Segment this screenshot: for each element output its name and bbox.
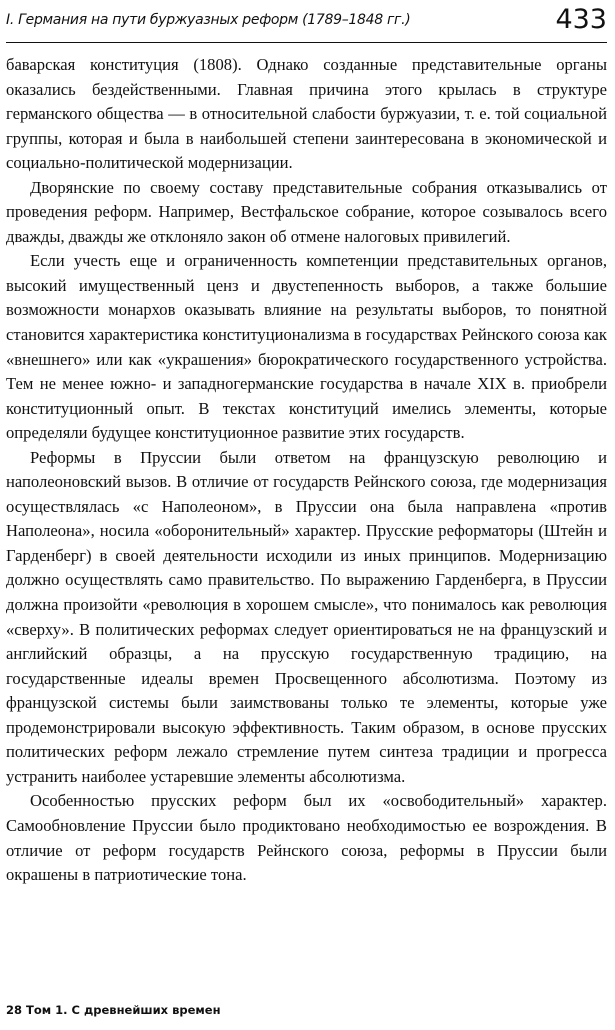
running-title: I. Германия на пути буржуазных реформ (1789–1848 гг.): [6, 12, 411, 28]
paragraph: Дворянские по своему составу представительные собрания отказывались от проведения реформ. Например, Вестфальское собрание, которое созывалось всего дважды, дважды же отклоняло закон об отмене налоговых привилегий.: [6, 177, 607, 246]
body-text: [6, 53, 607, 888]
paragraph: баварская конституция (1808). Однако созданные представительные органы оказались бездейственными. Главная причина этого крылась в структуре германского общества — в относительной слабости буржуазии, т. е. той социальной группы, которая и была в наибольшей степени заинтересована в экономической и социально-политической модернизации.: [6, 55, 607, 173]
paragraph: Особенностью прусских реформ был их «освободительный» характер. Самообновление Пруссии было продиктовано необходимостью ее возрождения. В отличие от реформ государств Рейнского союза, реформы в Пруссии были окрашены в патриотические тона.: [6, 791, 607, 885]
paragraph: Если учесть еще и ограниченность компетенции представительных органов, высокий имущественный ценз и двустепенность выборов, а также большие возможности монархов оказывать влияние на результаты выборов, то понятной становится характеристика конституционализма в государствах Рейнского союза как «внешнего» или как «украшения» бюрократического государственного устройства. Тем не менее южно- и западногерманские государства в начале XIX в. приобрели конституционный опыт. В текстах конституций имелись элементы, которые определяли будущее конституционное развитие этих государств.: [6, 251, 607, 443]
paragraph: Реформы в Пруссии были ответом на французскую революцию и наполеоновский вызов. В отличие от государств Рейнского союза, где модернизация осуществлялась «с Наполеоном», в Пруссии она была направлена «против Наполеона», носила «оборонительный» характер. Прусские реформаторы (Штейн и Гарденберг) в своей деятельности исходили из иных принципов. Модернизацию должно осуществлять само правительство. По выражению Гарденберга, в Пруссии должна произойти «революция в хорошем смысле», что понималось как революция «сверху». В политических реформах следует ориентироваться не на французский и английский образцы, а на прусскую государственную традицию, на государственные идеалы времен Просвещенного абсолютизма. Поэтому из французской системы были заимствованы только те элементы, которые уже продемонстрировали высокую эффективность. Таким образом, в основе прусских политических реформ лежало стремление путем синтеза традиции и прогресса устранить наиболее устаревшие элементы абсолютизма.: [6, 447, 607, 786]
page-number: 433: [555, 4, 607, 35]
page-header: [6, 2, 607, 43]
footer-signature: 28 Том 1. С древнейших времен: [6, 1003, 221, 1017]
